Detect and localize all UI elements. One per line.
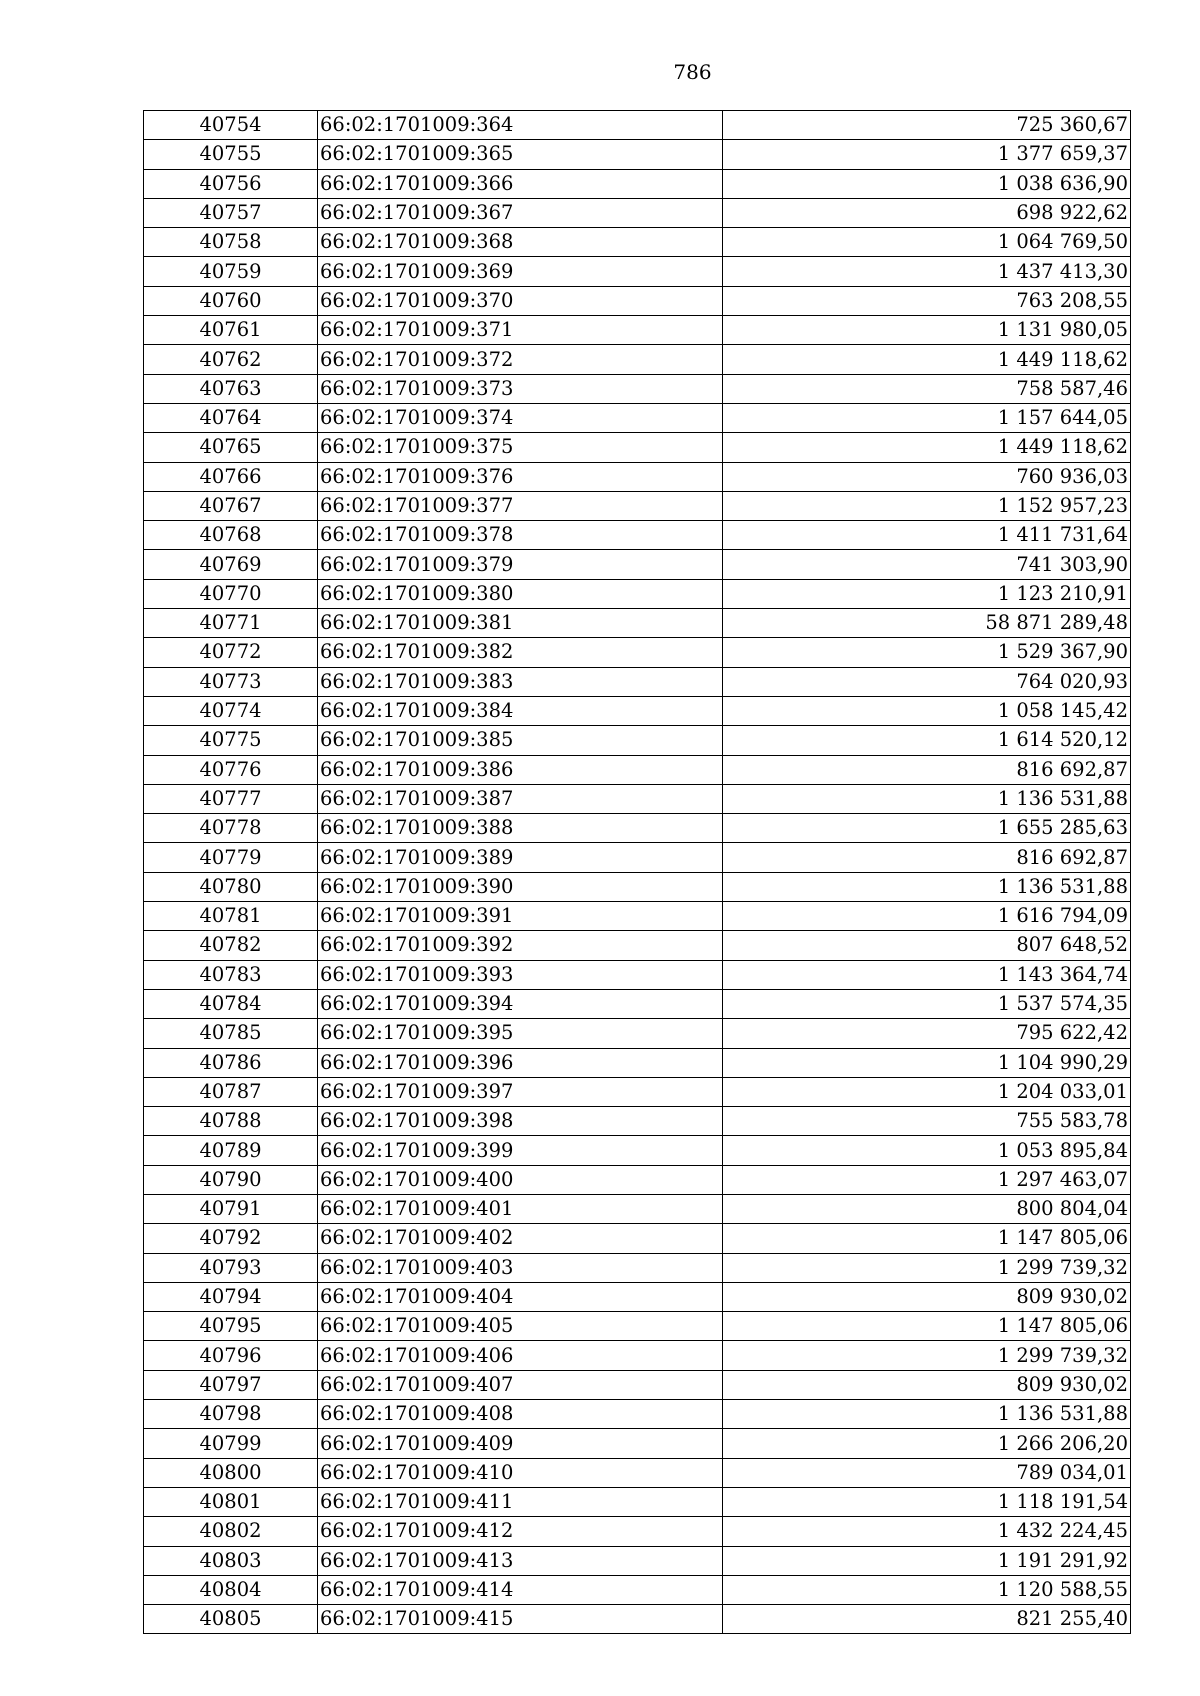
cadastral-number: 66:02:1701009:368 bbox=[318, 228, 723, 257]
cadastral-value: 1 131 980,05 bbox=[723, 316, 1131, 345]
cadastral-value: 58 871 289,48 bbox=[723, 609, 1131, 638]
cadastral-value: 1 377 659,37 bbox=[723, 140, 1131, 169]
cadastral-value: 1 191 291,92 bbox=[723, 1546, 1131, 1575]
cadastral-number: 66:02:1701009:402 bbox=[318, 1224, 723, 1253]
cadastral-value: 1 038 636,90 bbox=[723, 169, 1131, 198]
cadastral-number: 66:02:1701009:399 bbox=[318, 1136, 723, 1165]
table-row bbox=[144, 286, 1131, 315]
cadastral-number: 66:02:1701009:372 bbox=[318, 345, 723, 374]
table-row bbox=[144, 931, 1131, 960]
row-number: 40789 bbox=[144, 1136, 318, 1165]
row-number: 40783 bbox=[144, 960, 318, 989]
row-number: 40788 bbox=[144, 1107, 318, 1136]
row-number: 40785 bbox=[144, 1019, 318, 1048]
row-number: 40761 bbox=[144, 316, 318, 345]
table-row bbox=[144, 726, 1131, 755]
table-row bbox=[144, 1048, 1131, 1077]
row-number: 40801 bbox=[144, 1487, 318, 1516]
table-row bbox=[144, 140, 1131, 169]
table-row bbox=[144, 316, 1131, 345]
cadastral-number: 66:02:1701009:397 bbox=[318, 1077, 723, 1106]
cadastral-value: 807 648,52 bbox=[723, 931, 1131, 960]
cadastral-number: 66:02:1701009:377 bbox=[318, 491, 723, 520]
row-number: 40762 bbox=[144, 345, 318, 374]
cadastral-value: 758 587,46 bbox=[723, 374, 1131, 403]
page-number: 786 bbox=[673, 60, 712, 84]
cadastral-value: 1 147 805,06 bbox=[723, 1224, 1131, 1253]
cadastral-number: 66:02:1701009:407 bbox=[318, 1370, 723, 1399]
cadastral-value: 1 058 145,42 bbox=[723, 696, 1131, 725]
cadastral-value: 1 616 794,09 bbox=[723, 902, 1131, 931]
cadastral-value: 1 152 957,23 bbox=[723, 491, 1131, 520]
row-number: 40771 bbox=[144, 609, 318, 638]
row-number: 40802 bbox=[144, 1517, 318, 1546]
cadastral-value: 1 432 224,45 bbox=[723, 1517, 1131, 1546]
row-number: 40779 bbox=[144, 843, 318, 872]
table-row bbox=[144, 433, 1131, 462]
cadastral-value: 764 020,93 bbox=[723, 667, 1131, 696]
cadastral-value: 1 297 463,07 bbox=[723, 1165, 1131, 1194]
cadastral-number: 66:02:1701009:380 bbox=[318, 579, 723, 608]
table-row bbox=[144, 169, 1131, 198]
table-row bbox=[144, 1077, 1131, 1106]
cadastral-number: 66:02:1701009:408 bbox=[318, 1400, 723, 1429]
cadastral-number: 66:02:1701009:364 bbox=[318, 111, 723, 140]
cadastral-number: 66:02:1701009:396 bbox=[318, 1048, 723, 1077]
row-number: 40798 bbox=[144, 1400, 318, 1429]
cadastral-number: 66:02:1701009:393 bbox=[318, 960, 723, 989]
table-row bbox=[144, 1546, 1131, 1575]
table-row bbox=[144, 1370, 1131, 1399]
table-row bbox=[144, 1458, 1131, 1487]
row-number: 40774 bbox=[144, 696, 318, 725]
cadastral-value-table bbox=[143, 110, 1131, 1634]
cadastral-number: 66:02:1701009:373 bbox=[318, 374, 723, 403]
table-row bbox=[144, 228, 1131, 257]
row-number: 40775 bbox=[144, 726, 318, 755]
table-row bbox=[144, 550, 1131, 579]
cadastral-value: 1 136 531,88 bbox=[723, 1400, 1131, 1429]
table-row bbox=[144, 374, 1131, 403]
cadastral-number: 66:02:1701009:374 bbox=[318, 403, 723, 432]
row-number: 40787 bbox=[144, 1077, 318, 1106]
cadastral-number: 66:02:1701009:391 bbox=[318, 902, 723, 931]
cadastral-number: 66:02:1701009:383 bbox=[318, 667, 723, 696]
row-number: 40799 bbox=[144, 1429, 318, 1458]
cadastral-value: 1 053 895,84 bbox=[723, 1136, 1131, 1165]
table-row bbox=[144, 1429, 1131, 1458]
table-row bbox=[144, 814, 1131, 843]
row-number: 40777 bbox=[144, 784, 318, 813]
cadastral-value: 760 936,03 bbox=[723, 462, 1131, 491]
cadastral-number: 66:02:1701009:395 bbox=[318, 1019, 723, 1048]
table-row bbox=[144, 403, 1131, 432]
row-number: 40764 bbox=[144, 403, 318, 432]
cadastral-value: 1 449 118,62 bbox=[723, 345, 1131, 374]
cadastral-value: 795 622,42 bbox=[723, 1019, 1131, 1048]
cadastral-value: 816 692,87 bbox=[723, 755, 1131, 784]
cadastral-number: 66:02:1701009:400 bbox=[318, 1165, 723, 1194]
cadastral-value: 1 529 367,90 bbox=[723, 638, 1131, 667]
table-row bbox=[144, 667, 1131, 696]
row-number: 40795 bbox=[144, 1312, 318, 1341]
table-row bbox=[144, 784, 1131, 813]
cadastral-number: 66:02:1701009:370 bbox=[318, 286, 723, 315]
table-row bbox=[144, 1253, 1131, 1282]
table-row bbox=[144, 1165, 1131, 1194]
cadastral-number: 66:02:1701009:403 bbox=[318, 1253, 723, 1282]
row-number: 40782 bbox=[144, 931, 318, 960]
table-row bbox=[144, 521, 1131, 550]
row-number: 40754 bbox=[144, 111, 318, 140]
cadastral-value: 1 136 531,88 bbox=[723, 872, 1131, 901]
table-row bbox=[144, 696, 1131, 725]
cadastral-number: 66:02:1701009:388 bbox=[318, 814, 723, 843]
cadastral-value: 1 299 739,32 bbox=[723, 1253, 1131, 1282]
row-number: 40765 bbox=[144, 433, 318, 462]
cadastral-value: 1 449 118,62 bbox=[723, 433, 1131, 462]
cadastral-value: 821 255,40 bbox=[723, 1605, 1131, 1634]
cadastral-number: 66:02:1701009:369 bbox=[318, 257, 723, 286]
cadastral-number: 66:02:1701009:398 bbox=[318, 1107, 723, 1136]
table-row bbox=[144, 198, 1131, 227]
table-row bbox=[144, 843, 1131, 872]
row-number: 40800 bbox=[144, 1458, 318, 1487]
row-number: 40784 bbox=[144, 989, 318, 1018]
cadastral-number: 66:02:1701009:385 bbox=[318, 726, 723, 755]
row-number: 40769 bbox=[144, 550, 318, 579]
cadastral-number: 66:02:1701009:409 bbox=[318, 1429, 723, 1458]
table-row bbox=[144, 1487, 1131, 1516]
row-number: 40796 bbox=[144, 1341, 318, 1370]
row-number: 40803 bbox=[144, 1546, 318, 1575]
cadastral-number: 66:02:1701009:414 bbox=[318, 1575, 723, 1604]
cadastral-value: 755 583,78 bbox=[723, 1107, 1131, 1136]
cadastral-value: 816 692,87 bbox=[723, 843, 1131, 872]
table-row bbox=[144, 1019, 1131, 1048]
cadastral-value: 725 360,67 bbox=[723, 111, 1131, 140]
cadastral-number: 66:02:1701009:411 bbox=[318, 1487, 723, 1516]
table-row bbox=[144, 257, 1131, 286]
cadastral-number: 66:02:1701009:365 bbox=[318, 140, 723, 169]
cadastral-number: 66:02:1701009:410 bbox=[318, 1458, 723, 1487]
table-row bbox=[144, 1194, 1131, 1223]
cadastral-number: 66:02:1701009:371 bbox=[318, 316, 723, 345]
table-row bbox=[144, 462, 1131, 491]
table-row bbox=[144, 1341, 1131, 1370]
table-row bbox=[144, 1282, 1131, 1311]
table-row bbox=[144, 1517, 1131, 1546]
cadastral-value: 1 614 520,12 bbox=[723, 726, 1131, 755]
cadastral-value: 698 922,62 bbox=[723, 198, 1131, 227]
row-number: 40790 bbox=[144, 1165, 318, 1194]
row-number: 40793 bbox=[144, 1253, 318, 1282]
cadastral-number: 66:02:1701009:366 bbox=[318, 169, 723, 198]
row-number: 40768 bbox=[144, 521, 318, 550]
table-row bbox=[144, 989, 1131, 1018]
cadastral-value: 1 157 644,05 bbox=[723, 403, 1131, 432]
cadastral-value: 1 537 574,35 bbox=[723, 989, 1131, 1018]
row-number: 40757 bbox=[144, 198, 318, 227]
row-number: 40776 bbox=[144, 755, 318, 784]
row-number: 40756 bbox=[144, 169, 318, 198]
row-number: 40780 bbox=[144, 872, 318, 901]
row-number: 40786 bbox=[144, 1048, 318, 1077]
cadastral-number: 66:02:1701009:413 bbox=[318, 1546, 723, 1575]
cadastral-value: 809 930,02 bbox=[723, 1282, 1131, 1311]
cadastral-value: 1 437 413,30 bbox=[723, 257, 1131, 286]
row-number: 40797 bbox=[144, 1370, 318, 1399]
cadastral-number: 66:02:1701009:378 bbox=[318, 521, 723, 550]
cadastral-value: 1 064 769,50 bbox=[723, 228, 1131, 257]
cadastral-value: 1 147 805,06 bbox=[723, 1312, 1131, 1341]
table-row bbox=[144, 491, 1131, 520]
cadastral-value: 1 204 033,01 bbox=[723, 1077, 1131, 1106]
cadastral-value: 1 299 739,32 bbox=[723, 1341, 1131, 1370]
table-row bbox=[144, 902, 1131, 931]
row-number: 40778 bbox=[144, 814, 318, 843]
cadastral-value: 1 136 531,88 bbox=[723, 784, 1131, 813]
row-number: 40773 bbox=[144, 667, 318, 696]
cadastral-number: 66:02:1701009:367 bbox=[318, 198, 723, 227]
row-number: 40767 bbox=[144, 491, 318, 520]
row-number: 40770 bbox=[144, 579, 318, 608]
cadastral-number: 66:02:1701009:392 bbox=[318, 931, 723, 960]
table-row bbox=[144, 960, 1131, 989]
table-row bbox=[144, 1400, 1131, 1429]
table-row bbox=[144, 609, 1131, 638]
table-body bbox=[144, 111, 1131, 1634]
cadastral-number: 66:02:1701009:382 bbox=[318, 638, 723, 667]
cadastral-value: 1 120 588,55 bbox=[723, 1575, 1131, 1604]
cadastral-value: 800 804,04 bbox=[723, 1194, 1131, 1223]
row-number: 40763 bbox=[144, 374, 318, 403]
row-number: 40791 bbox=[144, 1194, 318, 1223]
cadastral-number: 66:02:1701009:375 bbox=[318, 433, 723, 462]
cadastral-number: 66:02:1701009:394 bbox=[318, 989, 723, 1018]
cadastral-value: 741 303,90 bbox=[723, 550, 1131, 579]
cadastral-value: 789 034,01 bbox=[723, 1458, 1131, 1487]
table-row bbox=[144, 345, 1131, 374]
cadastral-value: 763 208,55 bbox=[723, 286, 1131, 315]
table-row bbox=[144, 1312, 1131, 1341]
cadastral-value: 1 118 191,54 bbox=[723, 1487, 1131, 1516]
table-row bbox=[144, 755, 1131, 784]
cadastral-number: 66:02:1701009:386 bbox=[318, 755, 723, 784]
table-row bbox=[144, 579, 1131, 608]
row-number: 40805 bbox=[144, 1605, 318, 1634]
cadastral-value: 1 104 990,29 bbox=[723, 1048, 1131, 1077]
cadastral-number: 66:02:1701009:404 bbox=[318, 1282, 723, 1311]
cadastral-value: 1 266 206,20 bbox=[723, 1429, 1131, 1458]
table-row bbox=[144, 1605, 1131, 1634]
cadastral-number: 66:02:1701009:376 bbox=[318, 462, 723, 491]
table-row bbox=[144, 1224, 1131, 1253]
cadastral-number: 66:02:1701009:389 bbox=[318, 843, 723, 872]
row-number: 40766 bbox=[144, 462, 318, 491]
cadastral-number: 66:02:1701009:405 bbox=[318, 1312, 723, 1341]
row-number: 40760 bbox=[144, 286, 318, 315]
table-row bbox=[144, 111, 1131, 140]
table-row bbox=[144, 1575, 1131, 1604]
cadastral-number: 66:02:1701009:384 bbox=[318, 696, 723, 725]
cadastral-value: 1 123 210,91 bbox=[723, 579, 1131, 608]
row-number: 40755 bbox=[144, 140, 318, 169]
cadastral-number: 66:02:1701009:379 bbox=[318, 550, 723, 579]
row-number: 40759 bbox=[144, 257, 318, 286]
row-number: 40794 bbox=[144, 1282, 318, 1311]
row-number: 40804 bbox=[144, 1575, 318, 1604]
cadastral-value: 1 655 285,63 bbox=[723, 814, 1131, 843]
cadastral-number: 66:02:1701009:401 bbox=[318, 1194, 723, 1223]
row-number: 40792 bbox=[144, 1224, 318, 1253]
table-row bbox=[144, 1107, 1131, 1136]
cadastral-number: 66:02:1701009:406 bbox=[318, 1341, 723, 1370]
row-number: 40758 bbox=[144, 228, 318, 257]
table-row bbox=[144, 872, 1131, 901]
cadastral-value: 1 411 731,64 bbox=[723, 521, 1131, 550]
row-number: 40781 bbox=[144, 902, 318, 931]
cadastral-number: 66:02:1701009:412 bbox=[318, 1517, 723, 1546]
cadastral-number: 66:02:1701009:387 bbox=[318, 784, 723, 813]
cadastral-number: 66:02:1701009:381 bbox=[318, 609, 723, 638]
row-number: 40772 bbox=[144, 638, 318, 667]
cadastral-number: 66:02:1701009:390 bbox=[318, 872, 723, 901]
table-row bbox=[144, 1136, 1131, 1165]
cadastral-number: 66:02:1701009:415 bbox=[318, 1605, 723, 1634]
cadastral-value: 809 930,02 bbox=[723, 1370, 1131, 1399]
cadastral-value: 1 143 364,74 bbox=[723, 960, 1131, 989]
table-row bbox=[144, 638, 1131, 667]
